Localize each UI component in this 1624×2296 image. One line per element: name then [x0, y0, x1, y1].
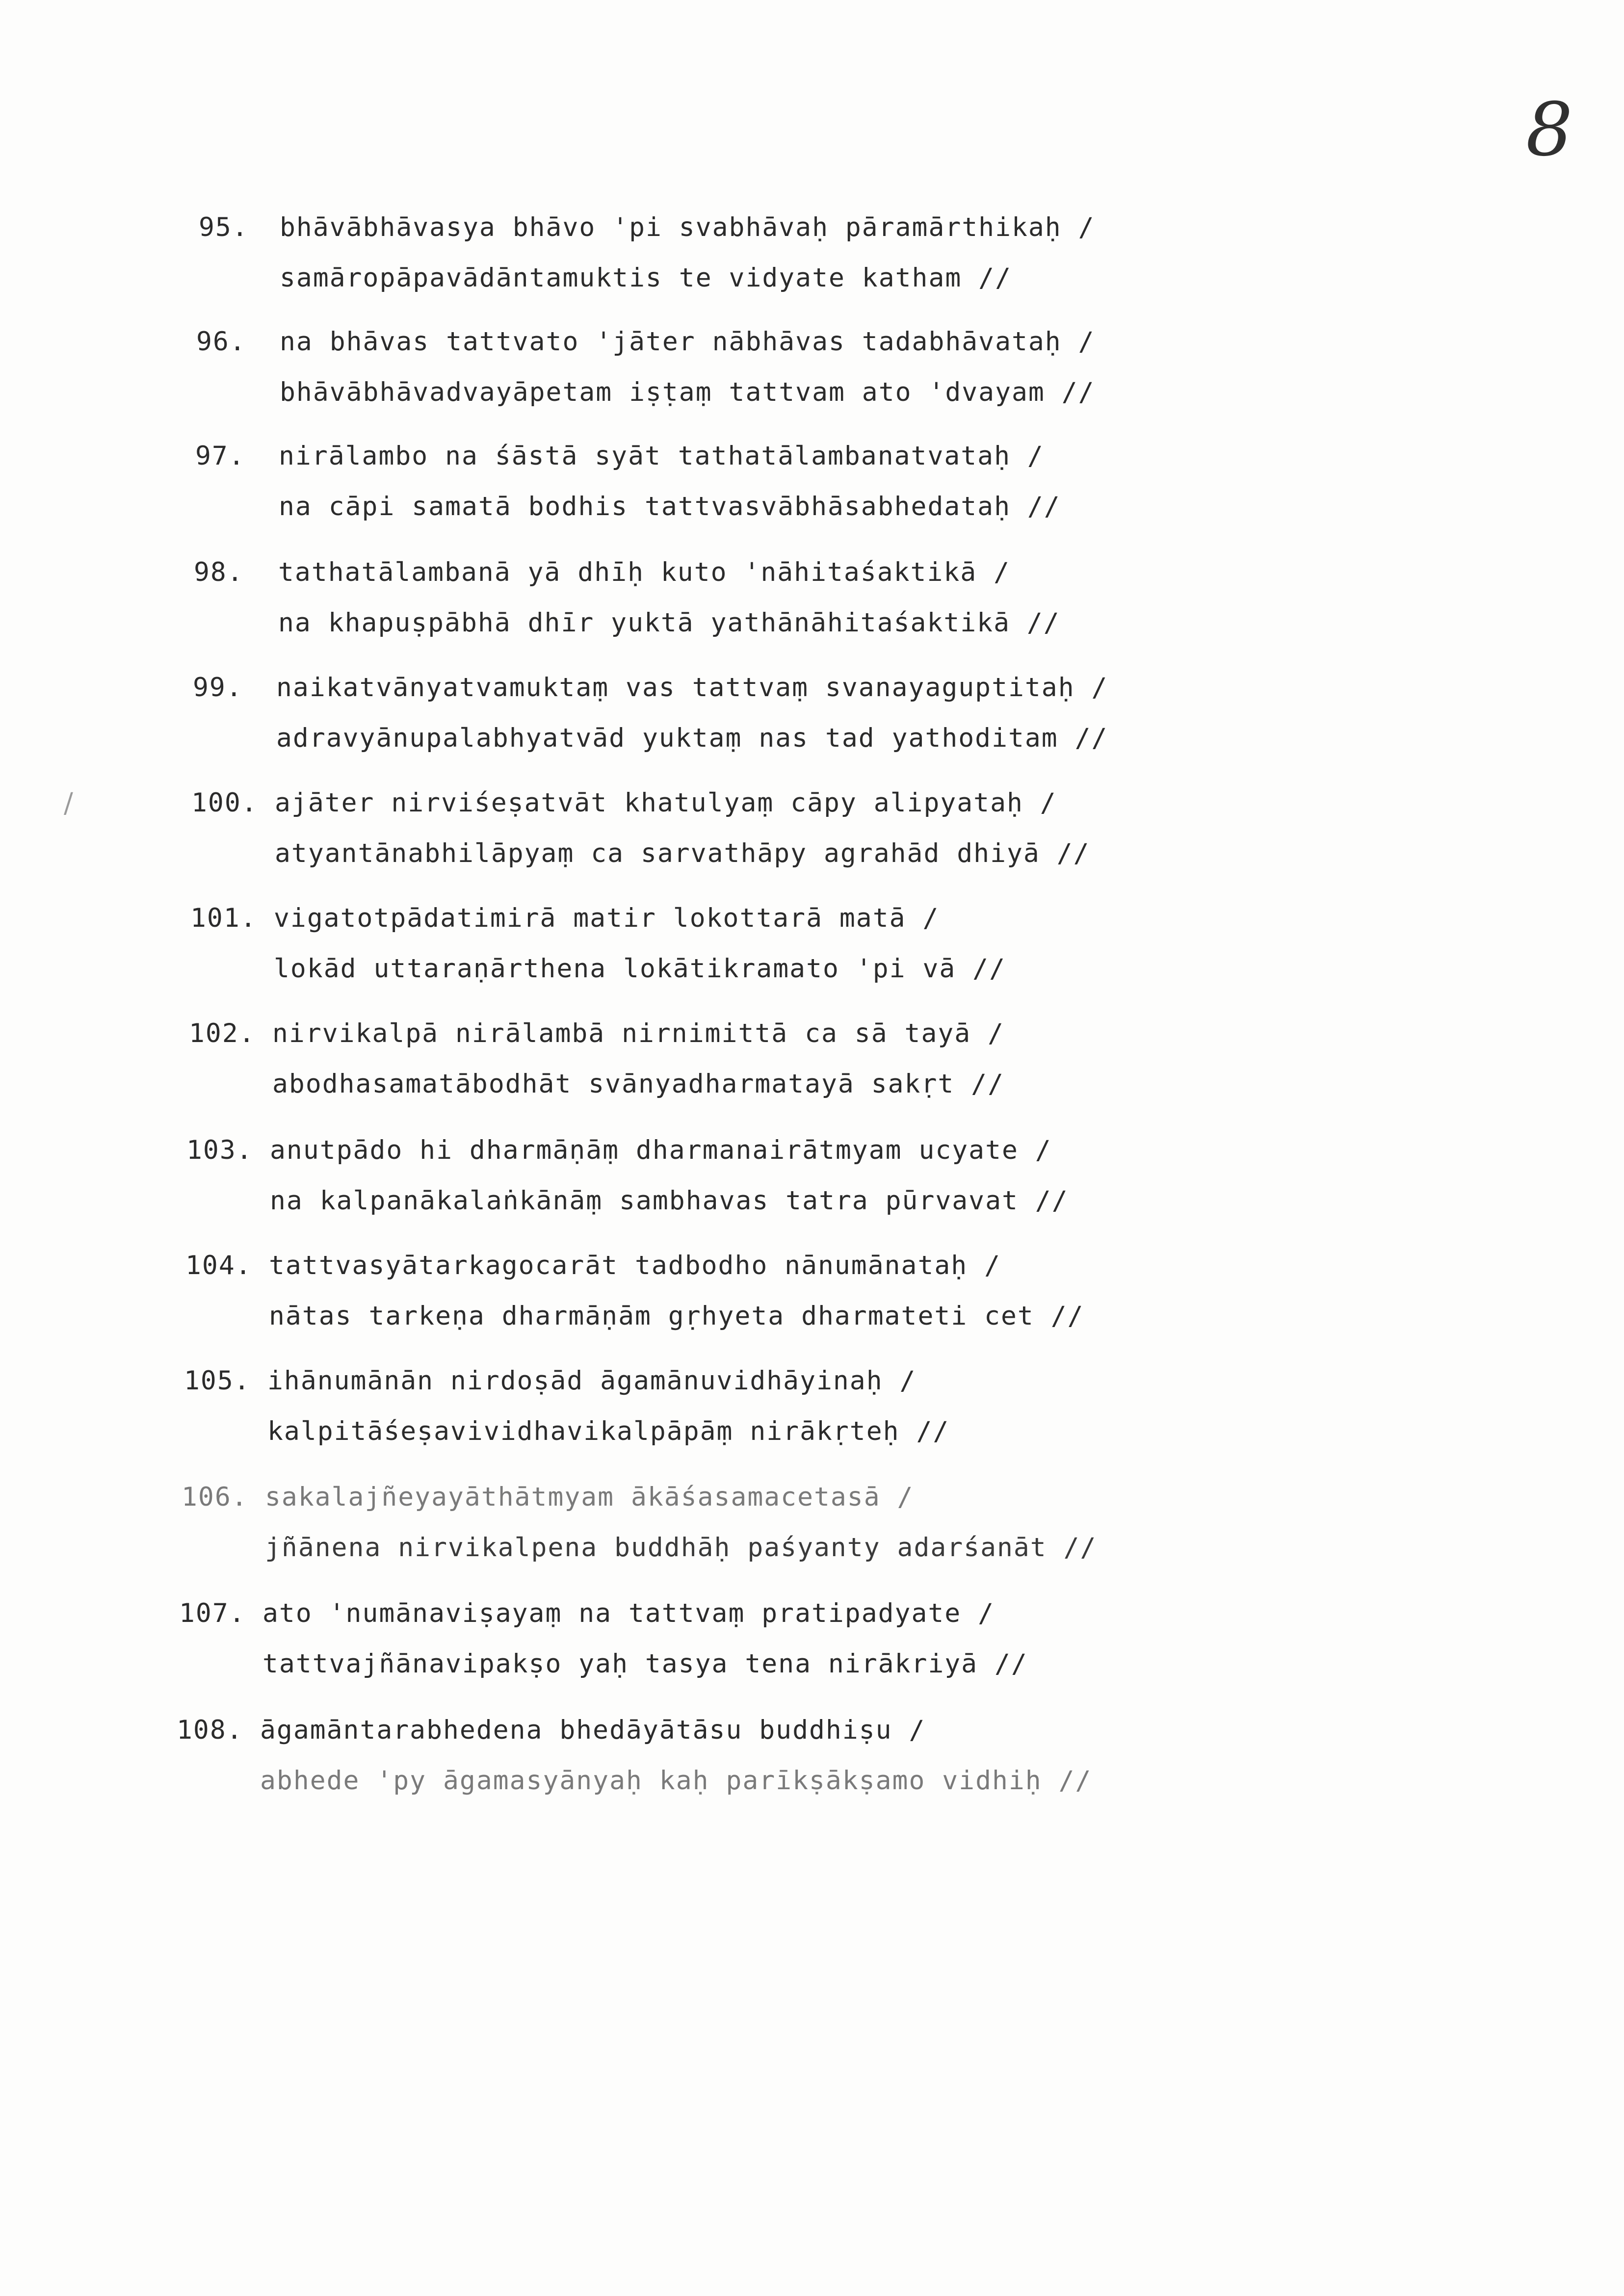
verse-line-1: tathatālambanā yā dhīḥ kuto 'nāhitaśaktikā / — [278, 557, 1010, 587]
verse-line-1: ato 'numānaviṣayaṃ na tattvaṃ pratipadyate / — [262, 1598, 995, 1628]
verse-line-2: adravyānupalabhyatvād yuktaṃ nas tad yathoditam // — [276, 723, 1108, 753]
verse-line-1: bhāvābhāvasya bhāvo 'pi svabhāvaḥ pāramārthikaḥ / — [280, 212, 1095, 242]
verse-line-2: abhede 'py āgamasyānyaḥ kaḥ parīkṣākṣamo vidhiḥ // — [260, 1766, 1092, 1796]
verse-number: 103. — [186, 1135, 253, 1165]
verse-number: 95. — [199, 212, 249, 242]
verse-line-1: āgamāntarabhedena bhedāyātāsu buddhiṣu / — [260, 1715, 926, 1745]
verse-line-1: naikatvānyatvamuktaṃ vas tattvaṃ svanayaguptitaḥ / — [276, 673, 1108, 703]
verse-line-2: jñānena nirvikalpena buddhāḥ paśyanty adarśanāt // — [265, 1533, 1097, 1563]
verse-number: 105. — [184, 1366, 251, 1396]
verse-number: 96. — [196, 327, 246, 357]
verse-line-1: ajāter nirviśeṣatvāt khatulyaṃ cāpy alipyataḥ / — [275, 788, 1057, 818]
verse-number: 98. — [194, 557, 244, 587]
verse-line-2: lokād uttaraṇārthena lokātikramato 'pi vā // — [274, 954, 1006, 984]
verse-number: 108. — [177, 1715, 243, 1745]
margin-mark: / — [64, 787, 73, 819]
verse-line-1: nirvikalpā nirālambā nirnimittā ca sā tayā / — [272, 1018, 1004, 1048]
verse-line-1: na bhāvas tattvato 'jāter nābhāvas tadabhāvataḥ / — [280, 327, 1095, 357]
verse-number: 104. — [185, 1251, 252, 1280]
verse-number: 101. — [190, 903, 257, 933]
verse-line-2: bhāvābhāvadvayāpetam iṣṭaṃ tattvam ato 'dvayam // — [280, 377, 1095, 407]
verse-number: 106. — [182, 1482, 248, 1512]
verse-line-1: nirālambo na śāstā syāt tathatālambanatvataḥ / — [279, 441, 1044, 471]
verse-line-1: ihānumānān nirdoṣād āgamānuvidhāyinaḥ / — [267, 1366, 917, 1396]
verse-line-2: na cāpi samatā bodhis tattvasvābhāsabhedataḥ // — [279, 492, 1061, 522]
verse-line-1: vigatotpādatimirā matir lokottarā matā / — [274, 903, 940, 933]
verse-line-2: abodhasamatābodhāt svānyadharmatayā sakṛt // — [272, 1069, 1004, 1099]
verse-line-1: tattvasyātarkagocarāt tadbodho nānumānataḥ / — [269, 1251, 1001, 1280]
verse-number: 97. — [195, 441, 245, 471]
verse-line-2: nātas tarkeṇa dharmāṇām gṛhyeta dharmateti cet // — [269, 1301, 1084, 1331]
verse-number: 99. — [193, 673, 243, 703]
verse-line-1: anutpādo hi dharmāṇāṃ dharmanairātmyam ucyate / — [270, 1135, 1052, 1165]
page-number: 8 — [1526, 87, 1573, 173]
verse-number: 102. — [189, 1018, 256, 1048]
verse-line-2: tattvajñānavipakṣo yaḥ tasya tena nirākriyā // — [262, 1649, 1028, 1679]
verse-line-2: na khapuṣpābhā dhīr yuktā yathānāhitaśaktikā // — [278, 608, 1060, 638]
verse-number: 107. — [179, 1598, 246, 1628]
verse-line-2: atyantānabhilāpyaṃ ca sarvathāpy agrahād dhiyā // — [275, 838, 1090, 868]
verse-line-1: sakalajñeyayāthātmyam ākāśasamacetasā / — [265, 1482, 914, 1512]
verse-line-2: kalpitāśeṣavividhavikalpāpāṃ nirākṛteḥ // — [267, 1416, 950, 1446]
verse-line-2: samāropāpavādāntamuktis te vidyate katham // — [280, 263, 1012, 293]
verse-number: 100. — [191, 788, 258, 818]
verse-line-2: na kalpanākalaṅkānāṃ sambhavas tatra pūrvavat // — [270, 1186, 1069, 1216]
